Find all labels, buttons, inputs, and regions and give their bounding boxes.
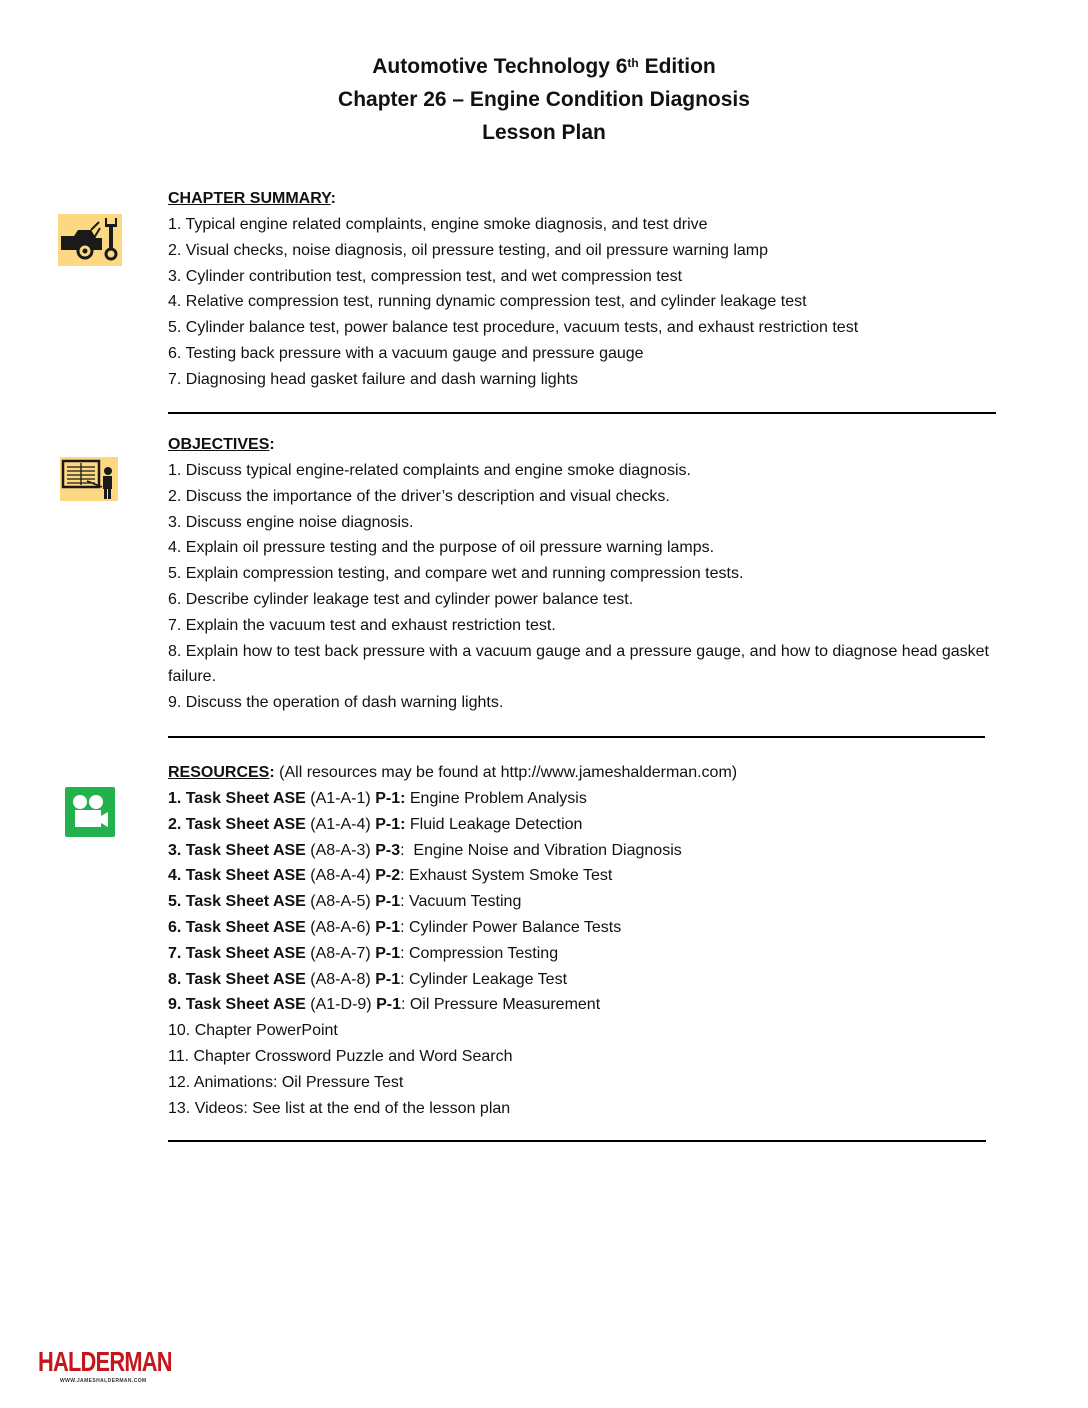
resources-section: [168, 760, 737, 1121]
instructor-board-icon: [60, 457, 118, 501]
task-sheet-code: (A8-A-6): [310, 918, 376, 936]
objectives-section: [168, 432, 1028, 716]
heading-colon: :: [269, 436, 275, 453]
objective-item: 6. Describe cylinder leakage test and cylinder power balance test.: [168, 590, 634, 608]
summary-item: 6. Testing back pressure with a vacuum gauge and pressure gauge: [168, 344, 644, 362]
task-sheet-title: Engine Problem Analysis: [405, 790, 587, 807]
heading-colon: :: [269, 764, 275, 781]
task-sheet-page: P-1:: [375, 815, 406, 833]
task-sheet-number: 6. Task Sheet ASE: [168, 918, 311, 936]
task-sheet-number: 4. Task Sheet ASE: [168, 867, 311, 885]
logo-wordmark: HALDERMAN: [38, 1346, 172, 1377]
task-sheet-item[interactable]: [168, 992, 737, 1018]
task-sheet-code: (A8-A-3): [310, 841, 376, 859]
task-sheet-code: (A8-A-7): [310, 944, 376, 962]
heading-text: CHAPTER SUMMARY: [168, 190, 331, 207]
objective-item: 9. Discuss the operation of dash warning lights.: [168, 694, 504, 712]
task-sheet-code: (A1-D-9): [310, 996, 377, 1014]
task-sheet-page: P-1: [375, 893, 401, 911]
title-text: Automotive Technology 6: [372, 55, 628, 78]
heading-text: RESOURCES: [168, 764, 270, 781]
task-sheet-number: 8. Task Sheet ASE: [168, 970, 311, 988]
task-sheet-item[interactable]: [168, 941, 737, 967]
summary-item: 4. Relative compression test, running dynamic compression test, and cylinder leakage test: [168, 293, 807, 311]
title-text-end: Edition: [638, 55, 716, 78]
title-edition: [0, 50, 1088, 83]
task-sheet-page: P-1:: [375, 790, 406, 807]
task-sheet-title: : Cylinder Leakage Test: [400, 970, 568, 988]
objective-item: 4. Explain oil pressure testing and the purpose of oil pressure warning lamps.: [168, 539, 715, 557]
task-sheet-page: P-1: [375, 970, 401, 988]
task-sheet-number: 9. Task Sheet ASE: [168, 996, 311, 1014]
task-sheet-page: P-1: [375, 918, 401, 936]
summary-item: 2. Visual checks, noise diagnosis, oil pressure testing, and oil pressure warning lamp: [168, 241, 769, 259]
summary-item: 3. Cylinder contribution test, compression test, and wet compression test: [168, 267, 683, 285]
task-sheet-code: (A1-A-1): [310, 790, 376, 807]
task-sheet-item[interactable]: [168, 838, 737, 864]
halderman-logo: [38, 1346, 172, 1384]
task-sheet-code: (A1-A-4): [310, 815, 376, 833]
objective-item: 8. Explain how to test back pressure with a vacuum gauge and a pressure gauge, and how to diagnose head gasket failure.: [168, 642, 989, 686]
objective-item: 3. Discuss engine noise diagnosis.: [168, 513, 414, 531]
resources-note: (All resources may be found at http://www.jameshalderman.com): [274, 764, 738, 781]
chapter-summary-heading: [168, 186, 858, 212]
task-sheet-item[interactable]: [168, 915, 737, 941]
task-sheet-page: P-3: [375, 841, 401, 859]
objective-item: 2. Discuss the importance of the driver’s description and visual checks.: [168, 487, 670, 505]
task-sheet-item[interactable]: [168, 786, 737, 812]
resource-item[interactable]: 10. Chapter PowerPoint: [168, 1022, 338, 1040]
title-chapter: Chapter 26 – Engine Condition Diagnosis: [338, 88, 750, 111]
title-superscript: th: [627, 56, 639, 70]
heading-text: OBJECTIVES: [168, 436, 270, 453]
task-sheet-title: Fluid Leakage Detection: [405, 815, 583, 833]
resource-item[interactable]: 12. Animations: Oil Pressure Test: [168, 1073, 404, 1091]
video-camera-icon: [65, 787, 115, 837]
task-sheet-page: P-1: [376, 996, 401, 1014]
task-sheet-code: (A8-A-5): [310, 893, 376, 911]
task-sheet-page: P-2: [375, 867, 401, 885]
document-title: [0, 50, 1088, 149]
task-sheet-title: : Cylinder Power Balance Tests: [400, 918, 622, 936]
chapter-summary-section: [168, 186, 858, 393]
task-sheet-title: : Oil Pressure Measurement: [400, 996, 601, 1014]
task-sheet-code: (A8-A-4): [310, 867, 376, 885]
task-sheet-item[interactable]: [168, 863, 737, 889]
section-divider: [168, 412, 996, 414]
task-sheet-number: 1. Task Sheet ASE: [168, 790, 311, 807]
task-sheet-item[interactable]: [168, 967, 737, 993]
summary-item: 1. Typical engine related complaints, engine smoke diagnosis, and test drive: [168, 216, 708, 233]
task-sheet-title: : Engine Noise and Vibration Diagnosis: [400, 841, 682, 859]
title-lesson-plan: Lesson Plan: [482, 121, 606, 144]
objective-item: 1. Discuss typical engine-related complaints and engine smoke diagnosis.: [168, 462, 691, 479]
logo-url: WWW.JAMESHALDERMAN.COM: [60, 1378, 147, 1384]
objective-item: 7. Explain the vacuum test and exhaust restriction test.: [168, 616, 556, 634]
summary-item: 5. Cylinder balance test, power balance test procedure, vacuum tests, and exhaust restriction test: [168, 319, 859, 337]
task-sheet-page: P-1: [375, 944, 401, 962]
task-sheet-number: 5. Task Sheet ASE: [168, 893, 311, 911]
task-sheet-number: 2. Task Sheet ASE: [168, 815, 311, 833]
task-sheet-title: : Vacuum Testing: [400, 893, 522, 911]
section-divider: [168, 736, 985, 738]
task-sheet-number: 7. Task Sheet ASE: [168, 944, 311, 962]
resource-item[interactable]: 11. Chapter Crossword Puzzle and Word Search: [168, 1047, 513, 1065]
task-sheet-title: : Compression Testing: [400, 944, 559, 962]
task-sheet-item[interactable]: [168, 812, 737, 838]
heading-colon: :: [330, 190, 336, 207]
objective-item: 5. Explain compression testing, and compare wet and running compression tests.: [168, 565, 744, 583]
summary-item: 7. Diagnosing head gasket failure and dash warning lights: [168, 370, 579, 388]
car-repair-wrench-icon: [58, 214, 122, 266]
objectives-heading: [168, 432, 1028, 458]
task-sheet-code: (A8-A-8): [310, 970, 376, 988]
task-sheet-number: 3. Task Sheet ASE: [168, 841, 311, 859]
resources-heading: [168, 760, 737, 786]
resource-item[interactable]: 13. Videos: See list at the end of the lesson plan: [168, 1099, 511, 1117]
section-divider: [168, 1140, 986, 1142]
task-sheet-title: : Exhaust System Smoke Test: [400, 867, 613, 885]
task-sheet-item[interactable]: [168, 889, 737, 915]
